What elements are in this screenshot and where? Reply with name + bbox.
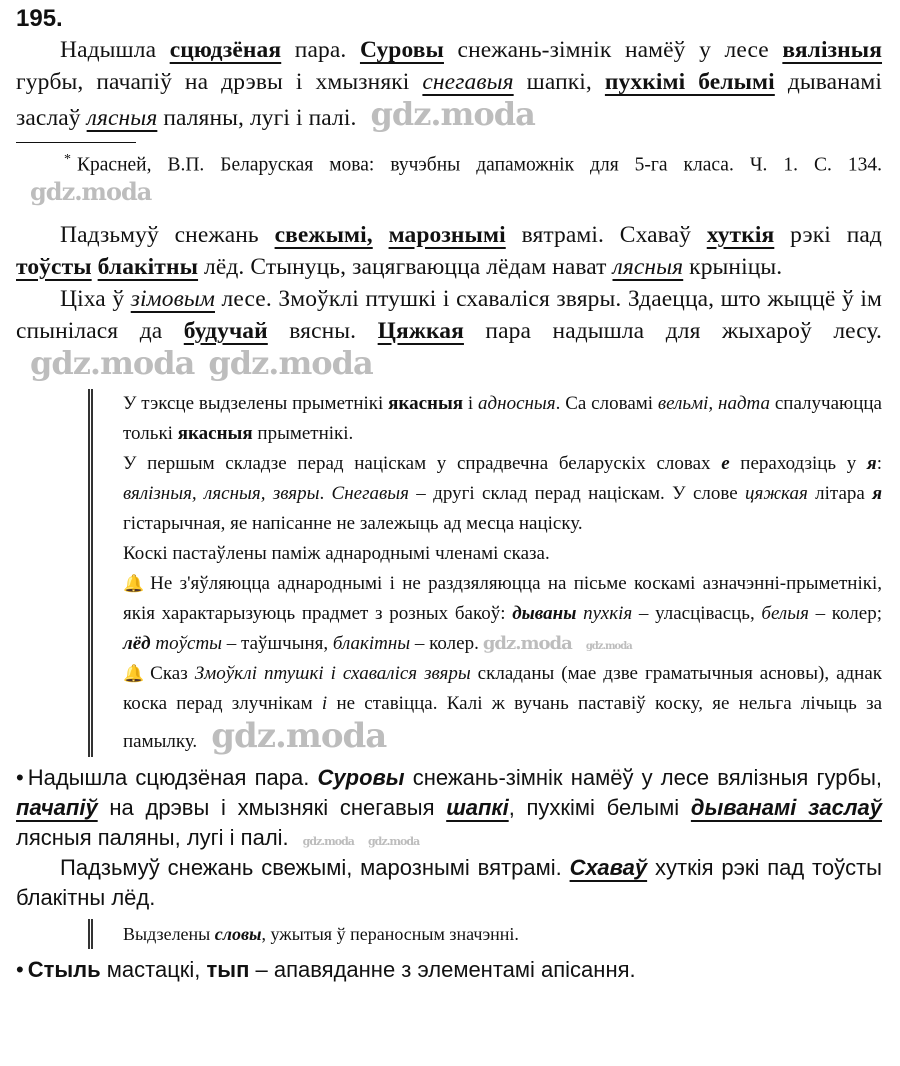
text-run	[373, 222, 389, 248]
paragraph	[16, 219, 882, 283]
text-run: Сказ	[150, 662, 195, 684]
highlighted-word: дыванамі заслаў	[690, 794, 882, 820]
text-run: спалучаюцца толькі	[123, 392, 882, 444]
text-run: і	[463, 392, 479, 414]
paragraph	[16, 853, 882, 913]
highlighted-word: Схаваў	[569, 854, 648, 880]
highlighted-word: Суровы	[317, 764, 405, 790]
text-run: снежань-зімнік намёў у лесе	[443, 37, 783, 63]
text-run: лясныя паляны, лугі і палі.	[16, 824, 289, 850]
highlighted-word: шапкі	[446, 794, 509, 820]
watermark: gdz.moda	[370, 95, 535, 133]
style-line	[16, 955, 882, 985]
bell-icon: 🔔	[123, 663, 145, 683]
text-run: пара.	[281, 37, 360, 63]
note-item	[123, 449, 882, 539]
text-run: – уласцівасць,	[632, 602, 762, 624]
highlighted-word: словы	[214, 923, 262, 944]
note-item	[123, 389, 882, 449]
text-run: Надышла	[60, 37, 170, 63]
highlighted-word: тоўсты	[16, 253, 92, 280]
highlighted-word: Стыль	[27, 956, 101, 982]
text-run: Коскі пастаўлены паміж аднароднымі членамі сказа.	[123, 542, 550, 564]
text-run: .	[319, 482, 332, 504]
highlighted-word: тоўсты	[155, 632, 223, 654]
highlighted-word: вялізныя	[782, 37, 883, 63]
watermark: gdz.moda	[367, 834, 420, 848]
note-item	[123, 919, 882, 949]
text-run: – колер.	[410, 632, 479, 654]
text-run: вятрамі. Схаваў	[505, 221, 707, 248]
watermark: gdz.moda	[211, 715, 387, 756]
note-figurative	[88, 919, 882, 949]
watermark: gdz.moda	[208, 343, 373, 382]
text-run: прыметнікі.	[252, 422, 354, 444]
highlighted-word: хуткія	[706, 221, 775, 248]
text-run: , ужытыя ў пераносным значэнні.	[261, 923, 519, 944]
watermark: gdz.moda	[585, 640, 632, 652]
paragraph	[16, 34, 882, 134]
paragraph-text	[16, 286, 882, 344]
highlighted-word: марознымі	[388, 221, 506, 248]
text-run: – апавяданне з элементамі апісання.	[249, 956, 636, 982]
text-run: шапкі,	[513, 69, 605, 95]
highlighted-word: пухкія	[583, 602, 633, 624]
paragraph-text	[16, 765, 882, 850]
highlighted-word: Змоўклі птушкі і схаваліся звяры	[194, 662, 471, 684]
text-run: лёд. Стынуць, зацягваюцца лёдам нават	[198, 253, 613, 280]
highlighted-word: пухкімі белымі	[604, 69, 775, 95]
text-run: Не з'яўляюцца аднароднымі і не раздзяляюцца на пісьме коскамі азначэнні-прыметнікі, якія характарызуюць прадмет з розных бакоў:	[123, 572, 882, 624]
footnote	[16, 145, 882, 209]
highlighted-word: будучай	[183, 317, 268, 344]
paragraph-text	[16, 855, 882, 910]
paragraph	[16, 955, 882, 985]
highlighted-word: белыя	[761, 602, 809, 624]
highlighted-word: вялізныя, лясныя, звяры	[123, 482, 320, 504]
text-run: – колер;	[808, 602, 882, 624]
text-run: складаны (мае дзве граматычныя асновы), аднак коска перад злучнікам	[123, 662, 882, 714]
highlighted-word: вельмі, надта	[657, 392, 771, 414]
watermark: gdz.moda	[302, 834, 354, 848]
footnote-divider	[16, 142, 136, 143]
highlighted-word: лясныя	[86, 105, 158, 131]
text-run: У першым складзе перад націскам у спрадвечна беларускіх словах	[123, 452, 722, 474]
highlighted-word: Снегавыя	[331, 482, 409, 504]
note-text	[123, 543, 550, 564]
highlighted-word: зімовым	[130, 285, 215, 312]
highlighted-word: тып	[206, 956, 250, 982]
text-run: :	[876, 452, 882, 474]
highlighted-word: цяжкая	[745, 482, 808, 504]
text-run: гістарычная, яе напісанне не залежыць ад месца націску.	[123, 512, 583, 534]
text-run: . Са словамі	[555, 392, 658, 414]
note-text	[123, 924, 519, 944]
highlighted-word: якасныя	[388, 392, 464, 414]
highlighted-word: блакітны	[97, 253, 199, 280]
paragraph-text	[16, 957, 636, 982]
note-item	[123, 659, 882, 757]
highlighted-word: свежымі,	[274, 221, 373, 248]
text-run: Падзьмуў снежань	[60, 221, 275, 248]
text-run: хуткія рэкі пад тоўсты блакітны лёд.	[16, 854, 882, 910]
bullet-icon: •	[16, 956, 24, 982]
paragraph	[16, 283, 882, 383]
highlighted-word: Цяжкая	[377, 317, 464, 344]
note-text	[123, 453, 882, 534]
highlighted-word: лясныя	[612, 253, 684, 280]
exercise-text-2	[16, 219, 882, 383]
text-run: пераходзіць у	[729, 452, 867, 474]
text-run: рэкі пад	[774, 221, 882, 248]
text-run: вясны.	[267, 317, 378, 344]
text-run: мастацкі,	[100, 956, 207, 982]
text-run: крыніцы.	[683, 253, 783, 280]
text-run: У тэксце выдзелены прыметнікі	[123, 392, 389, 414]
text-run: пара надышла для жыхароў лесу.	[463, 317, 882, 344]
highlighted-word: сцюдзёная	[169, 37, 282, 63]
watermark: gdz.moda	[482, 632, 572, 654]
text-run: Падзьмуў снежань свежымі, марознымі вятрамі.	[60, 854, 570, 880]
note-item	[123, 569, 882, 659]
footnote-marker: *	[64, 152, 71, 167]
paragraph-text	[16, 222, 882, 280]
text-run: дыванамі заслаў	[16, 69, 882, 131]
note-item	[123, 539, 882, 569]
exercise-number: 195.	[16, 5, 63, 32]
text-run: Выдзелены	[123, 923, 215, 944]
footnote-text: Красней, В.П. Беларуская мова: вучэбны дапаможнік для 5-га класа. Ч. 1. С. 134.	[77, 154, 882, 176]
watermark: gdz.moda	[30, 176, 152, 206]
highlighted-word: е	[721, 452, 730, 474]
text-run: – таўшчыня,	[222, 632, 333, 654]
highlighted-word: Суровы	[359, 37, 444, 63]
bullet-icon: •	[16, 764, 24, 790]
highlighted-word: пачапіў	[16, 794, 98, 820]
highlighted-word: я	[866, 452, 877, 474]
text-run: лесе. Змоўклі птушкі і схаваліся звяры. Здаецца, што жыццё ў ім спынілася да	[16, 285, 882, 344]
text-run: паляны, лугі і палі.	[157, 105, 357, 131]
highlighted-word: адносныя	[478, 392, 556, 414]
highlighted-word: і	[321, 692, 328, 714]
text-run: гурбы, пачапіў на дрэвы і хмызнякі	[16, 69, 423, 95]
note-grammar	[88, 389, 882, 757]
text-run: на дрэвы і хмызнякі снегавыя	[97, 794, 447, 820]
watermark: gdz.moda	[30, 343, 195, 382]
text-run: Надышла сцюдзёная пара.	[27, 764, 318, 790]
highlighted-word: блакітны	[332, 632, 411, 654]
text-run: снежань-зімнік намёў у лесе вялізныя гурбы,	[404, 764, 883, 790]
text-run: Ціха ў	[60, 285, 131, 312]
highlighted-word: дываны	[512, 602, 577, 624]
paragraph	[16, 763, 882, 853]
highlighted-word: снегавыя	[422, 69, 514, 95]
text-run: – другі склад перад націскам. У слове	[408, 482, 746, 504]
bell-icon: 🔔	[123, 573, 145, 593]
exercise-text-1	[16, 34, 882, 134]
text-run: не ставіцца. Калі ж вучань паставіў коску, яе нельга лічыць за памылку.	[123, 692, 883, 752]
note-text	[123, 393, 882, 444]
highlighted-word: лёд	[123, 632, 151, 654]
answer-text	[16, 763, 882, 913]
text-run: літара	[807, 482, 873, 504]
text-run: , пухкімі белымі	[508, 794, 691, 820]
highlighted-word: якасныя	[177, 422, 253, 444]
highlighted-word: я	[872, 482, 882, 504]
